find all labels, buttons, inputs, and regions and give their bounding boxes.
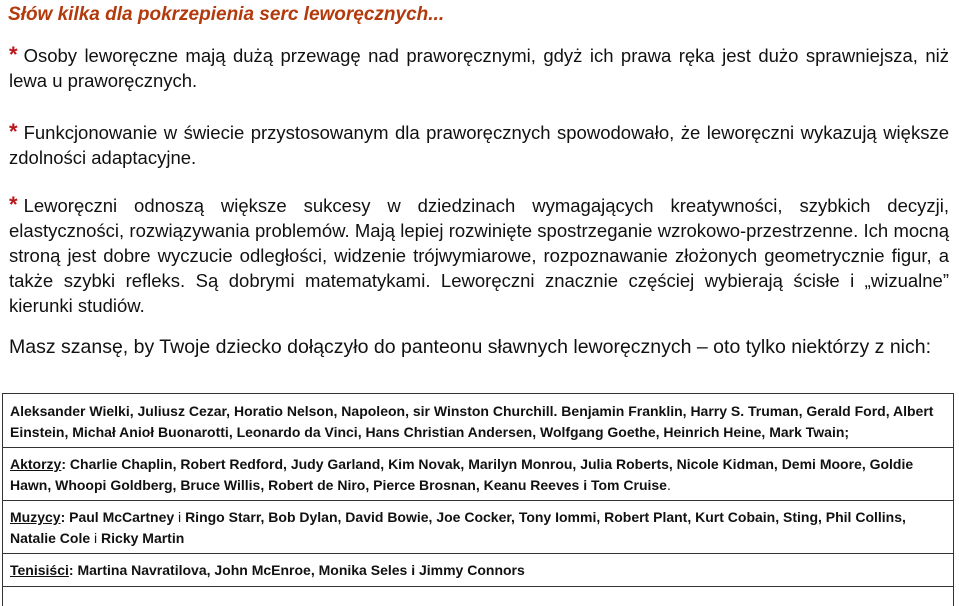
musicians-label: Muzycy bbox=[10, 509, 61, 525]
paragraph-text: Masz szansę, by Twoje dziecko dołączyło do panteonu sławnych leworęcznych – oto tylko niektórzy z nich: bbox=[9, 336, 932, 358]
paragraph-text: Osoby leworęczne mają dużą przewagę nad praworęcznymi, gdyż ich prawa ręka jest dużo sprawniejsza, niż lewa u praworęcznych. bbox=[9, 45, 949, 91]
paragraph-advantage bbox=[9, 42, 949, 93]
divider bbox=[3, 553, 953, 554]
conjunction: i bbox=[174, 509, 186, 525]
divider bbox=[3, 500, 953, 501]
tennis-list: : Martina Navratilova, John McEnroe, Monika Seles i Jimmy Connors bbox=[68, 562, 525, 578]
conjunction: i bbox=[90, 529, 102, 546]
tennis-label: Tenisiści bbox=[10, 562, 69, 578]
actors-end: . bbox=[666, 476, 671, 493]
actors-section bbox=[3, 454, 953, 495]
musicians-list: Ricky Martin bbox=[101, 529, 185, 546]
musicians-list: Ringo Starr, Bob Dylan, David Bowie, Joe Cocker, Tony Iommi, Robert Plant, Kurt Cobain, Sting, Phil Collins, Natalie Cole bbox=[10, 509, 906, 546]
famous-lefties-box bbox=[2, 393, 954, 606]
bullet-star: * bbox=[9, 119, 18, 144]
actors-list: : Charlie Chaplin, Robert Redford, Judy Garland, Kim Novak, Marilyn Monrou, Julia Roberts, Nicole Kidman, Demi Moore, Goldie Hawn, Whoopi Goldberg, Bruce Willis, Robert de Niro, Pierce Brosnan, Keanu Reeves i Tom Cruise bbox=[10, 456, 914, 493]
musicians-list: : Paul McCartney bbox=[60, 509, 175, 525]
page-title: Słów kilka dla pokrzepienia serc leworęcznych... bbox=[8, 4, 445, 25]
bullet-star: * bbox=[9, 192, 18, 217]
paragraph-text: Funkcjonowanie w świecie przystosowanym dla praworęcznych spowodowało, że leworęczni wykazują większe zdolności adaptacyjne. bbox=[9, 122, 949, 168]
divider bbox=[3, 447, 953, 448]
tennis-section bbox=[3, 560, 953, 581]
actors-label: Aktorzy bbox=[10, 456, 62, 472]
famous-people-section bbox=[3, 401, 953, 442]
paragraph-adaptation bbox=[9, 119, 949, 170]
paragraph-text: Leworęczni odnoszą większe sukcesy w dziedzinach wymagających kreatywności, szybkich decyzji, elastyczności, rozwiązywania problemów. Mają lepiej rozwinięte spostrzeganie wzrokowo-przestrzenne. Ich mocną stroną jest dobre wyczucie odległości, widzenie trójwymiarowe, rozpoznawanie złożonych geometrycznie figur, a także szybki refleks. Są dobrymi matematykami. Leworęczni znacznie częściej wybierają ścisłe i „wizualne” kierunki studiów. bbox=[9, 195, 949, 316]
paragraph-chance bbox=[9, 335, 949, 360]
paragraph-success bbox=[9, 192, 949, 318]
bullet-star: * bbox=[9, 42, 18, 67]
famous-people-list: Aleksander Wielki, Juliusz Cezar, Horatio Nelson, Napoleon, sir Winston Churchill. Benjamin Franklin, Harry S. Truman, Gerald Ford, Albert Einstein, Michał Anioł Buonarotti, Leonardo da Vinci, Hans Christian Andersen, Wolfgang Goethe, Heinrich Heine, Mark Twain; bbox=[10, 403, 934, 440]
divider bbox=[3, 586, 953, 587]
musicians-section bbox=[3, 507, 953, 548]
